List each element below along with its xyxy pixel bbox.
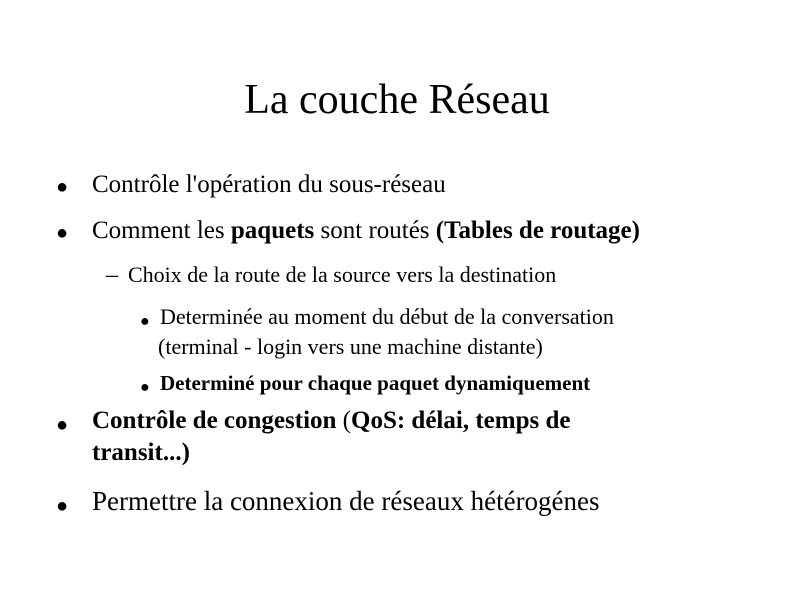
bullet-icon: ● [140, 379, 150, 396]
bullet-icon: ● [140, 313, 150, 330]
bullet-text: Contrôle l'opération du sous-réseau [92, 171, 446, 198]
dash-icon: – [106, 262, 118, 288]
text-segment: ( [336, 407, 351, 434]
bullet-text [92, 406, 570, 436]
bullet-icon: ● [56, 495, 69, 517]
text-segment: sont routés [314, 217, 436, 244]
text-segment-bold: paquets [230, 217, 315, 244]
sub-item-text: Choix de la route de la source vers la destination [128, 262, 557, 287]
text-segment: Comment les [92, 217, 231, 244]
bullet-icon: ● [56, 222, 69, 244]
text-segment-bold: Contrôle de congestion [92, 407, 337, 434]
sub-sub-item-line: (terminal - login vers une machine distante) [158, 334, 543, 359]
text-segment-bold: QoS: délai, temps de [351, 407, 571, 434]
bullet-text [92, 216, 640, 246]
bullet-text-continued: transit...) [92, 439, 190, 466]
sub-sub-item-text: Determiné pour chaque paquet dynamiquement [160, 371, 591, 395]
bullet-icon: ● [56, 414, 69, 436]
text-segment-bold: (Tables de routage) [435, 217, 640, 244]
slide-title: La couche Réseau [244, 77, 550, 123]
bullet-text: Permettre la connexion de réseaux hétérogénes [92, 486, 600, 516]
sub-sub-item-line: Determinée au moment du début de la conversation [160, 304, 614, 329]
bullet-icon: ● [56, 176, 69, 198]
